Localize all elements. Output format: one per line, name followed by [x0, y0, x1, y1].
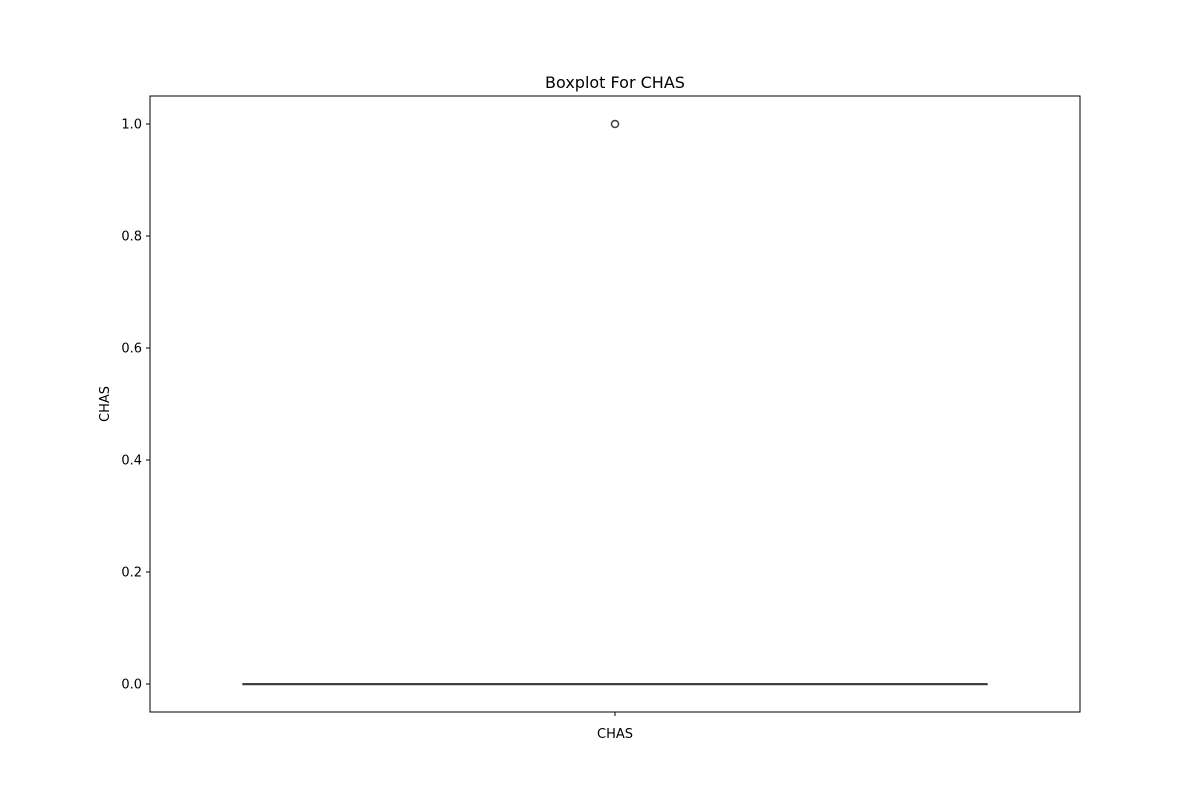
y-tick-label-1-0: 1.0 — [121, 117, 142, 133]
y-tick-label-0-6: 0.6 — [121, 341, 142, 357]
y-axis-label: CHAS — [98, 386, 113, 422]
x-tick-label-chas: CHAS — [597, 727, 633, 742]
y-tick-label-0-2: 0.2 — [121, 565, 142, 581]
chart-title: Boxplot For CHAS — [545, 73, 685, 92]
y-tick-label-0-8: 0.8 — [121, 229, 142, 245]
y-tick-label-0-4: 0.4 — [121, 453, 142, 469]
y-tick-label-0-0: 0.0 — [121, 677, 142, 693]
